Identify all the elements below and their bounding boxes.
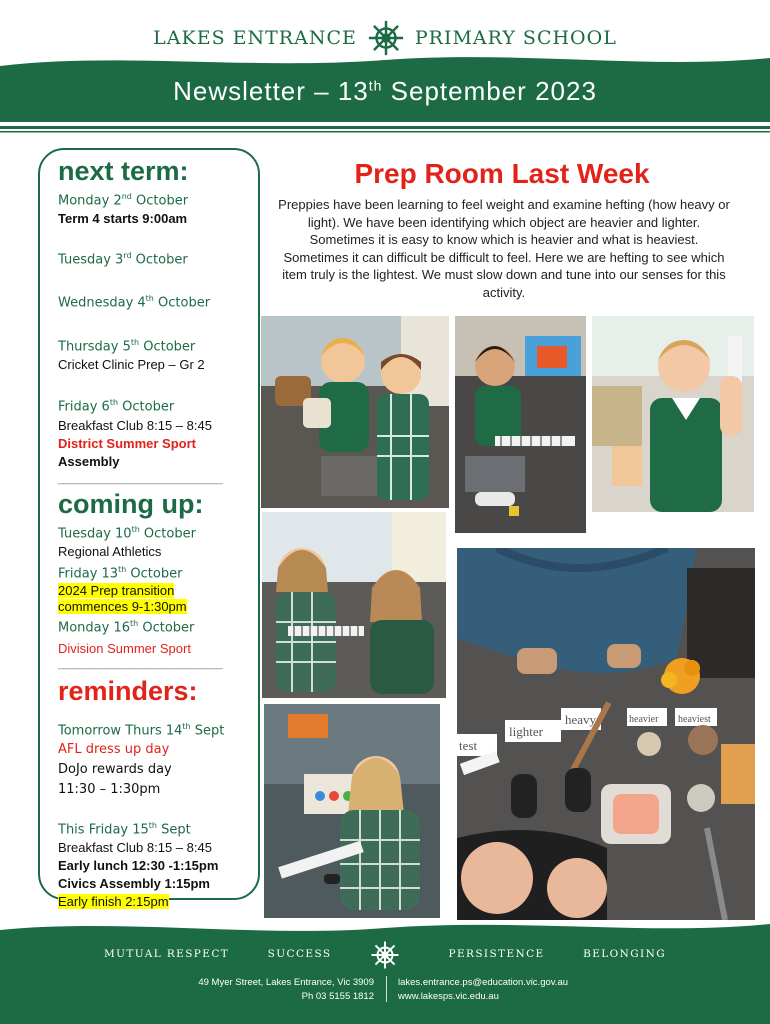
newsletter-title: Newsletter – 13th September 2023 [173,76,597,106]
school-name-right: PRIMARY SCHOOL [414,27,617,49]
event-item: Wednesday 4th October [58,293,211,310]
school-address [150,976,374,1004]
photo-girls-with-ruler [262,512,446,698]
event-item: Tomorrow Thurs 14th Sept AFL dress up day DoJo rewards day 11:30 – 1:30pm [58,721,225,797]
event-item: Tuesday 3rd October [58,251,188,268]
school-contact [398,976,658,1004]
footer-divider [386,976,387,1002]
coming-up-heading: coming up: [58,488,204,519]
photo-boy-holding-paper [592,316,754,512]
label-heavy: heavy [565,712,597,727]
event-item: Monday 16th October Division Summer Sport [58,619,195,656]
website-link[interactable]: www.lakesps.vic.edu.au [398,991,499,1002]
email-link[interactable]: lakes.entrance.ps@education.vic.gov.au [398,977,569,988]
coming-up-list [58,521,263,658]
school-name-left: LAKES ENTRANCE [153,27,357,49]
article-body: Preppies have been learning to feel weight and examine hefting (how heavy or light). We have been identifying which object are heavier and lighter. Sometimes it is easy to know which is heavier and what is heaviest. Sometimes it can difficult be difficult to feel. Here we are hefting to see which item truly is the lightest. We must slow down and tune into our senses for this activity. [278,197,730,300]
reminders-list [58,718,263,912]
event-item: Tuesday 10th October Regional Athletics [58,524,196,559]
event-item: Friday 6th October Breakfast Club 8:15 – 8:45 District Summer Sport Assembly [58,398,212,469]
event-item: Thursday 5th October Cricket Clinic Prep – Gr 2 [58,337,205,373]
value-belonging: BELONGING [583,948,666,960]
reminders-heading: reminders: [58,675,198,706]
phone-line: Ph 03 5155 1812 [301,991,374,1002]
label-lighter: lighter [509,724,543,739]
photo-student-with-ruler [455,316,586,533]
next-term-list [58,188,263,471]
divider: ________________________________ [58,657,222,670]
photo-two-students-holding-jars [261,316,449,508]
address-line: 49 Myer Street, Lakes Entrance, Vic 3909 [198,977,374,988]
ships-wheel-icon [370,940,400,970]
value-mutual-respect: MUTUAL RESPECT [104,948,230,960]
footer-band [0,920,770,1024]
events-panel-content [58,154,263,911]
photo-girl-holding-item [264,704,440,918]
photo-hefting-activity-floor [457,548,755,920]
divider: ________________________________ [58,472,222,485]
event-item: Friday 13th October 2024 Prep transition commences 9-1:30pm [58,564,187,615]
article-title: Prep Room Last Week [354,158,650,189]
value-persistence: PERSISTENCE [448,948,545,960]
label-lightest: test [459,738,478,753]
label-heavier: heavier [629,714,659,725]
event-item: This Friday 15th Sept Breakfast Club 8:15 – 8:45 Early lunch 12:30 -1:15pm Civics Assembly 1:15pm Early finish 2:15pm [58,820,219,910]
value-success: SUCCESS [267,948,332,960]
next-term-heading: next term: [58,156,189,186]
label-heaviest: heaviest [678,714,711,725]
event-item: Monday 2nd October Term 4 starts 9:00am [58,192,189,227]
